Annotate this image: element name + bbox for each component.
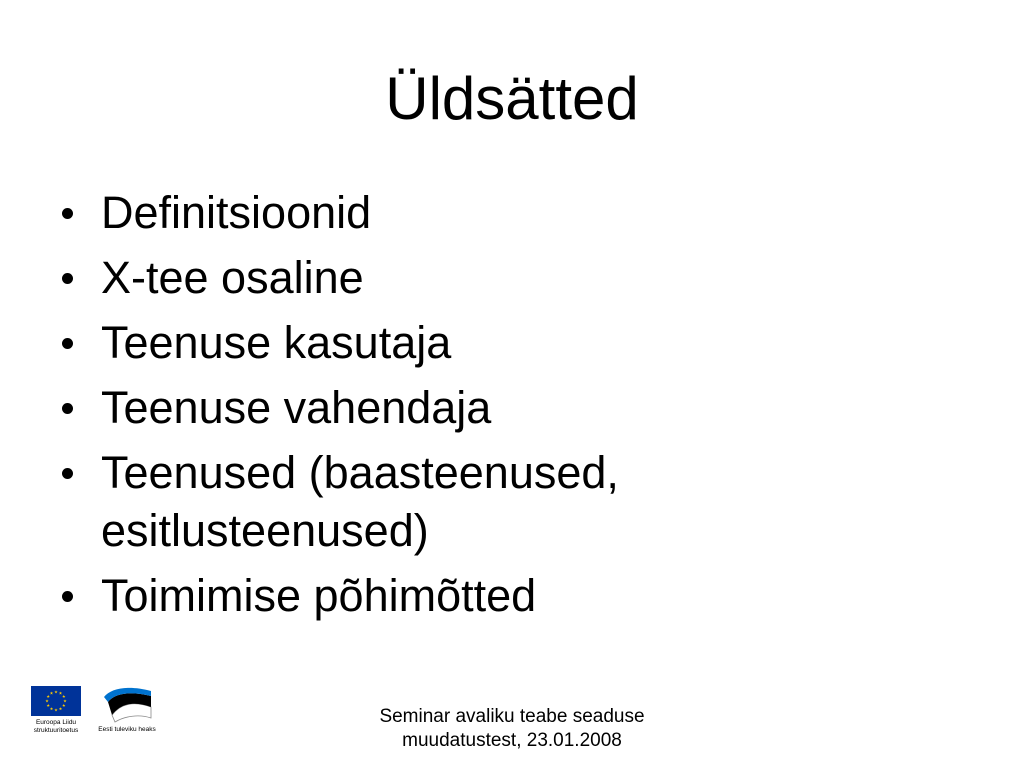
footer-line-2: muudatustest, 23.01.2008 xyxy=(402,730,622,751)
footer-line-1: Seminar avaliku teabe seaduse xyxy=(379,706,645,727)
bullet-text: X-tee osaline xyxy=(101,252,364,303)
bullet-marker xyxy=(62,591,73,602)
slide-title: Üldsätted xyxy=(385,65,639,132)
bullet-item xyxy=(0,249,781,307)
bullet-marker xyxy=(62,338,73,349)
bullet-marker xyxy=(62,273,73,284)
bullet-text: Definitsioonid xyxy=(101,187,372,238)
bullet-text: Toimimise põhimõtted xyxy=(101,570,537,621)
bullet-list xyxy=(0,184,781,632)
bullet-item xyxy=(0,379,781,437)
bullet-item xyxy=(0,444,781,560)
eu-logo xyxy=(31,686,81,716)
eu-logo-caption-line1: Euroopa Liidu xyxy=(35,719,77,726)
bullet-item xyxy=(0,567,781,625)
bullet-text: Teenuse vahendaja xyxy=(101,382,492,433)
slide-footer xyxy=(312,705,712,753)
estonia-logo xyxy=(101,685,153,723)
bullet-item xyxy=(0,184,781,242)
estonia-logo-caption-text: Eesti tuleviku heaks xyxy=(98,726,156,733)
estonian-flag-swoosh-icon xyxy=(101,685,153,723)
bullet-text: Teenuse kasutaja xyxy=(101,317,452,368)
bullet-text: Teenused (baasteenused, esitlusteenused) xyxy=(101,447,619,556)
bullet-marker xyxy=(62,468,73,479)
eu-logo-caption-line2: struktuuritoetus xyxy=(33,727,79,734)
bullet-marker xyxy=(62,403,73,414)
bullet-marker xyxy=(62,208,73,219)
estonia-logo-caption xyxy=(92,726,162,734)
eu-flag-icon xyxy=(31,686,81,716)
bullet-item xyxy=(0,314,781,372)
eu-logo-caption xyxy=(21,719,91,735)
